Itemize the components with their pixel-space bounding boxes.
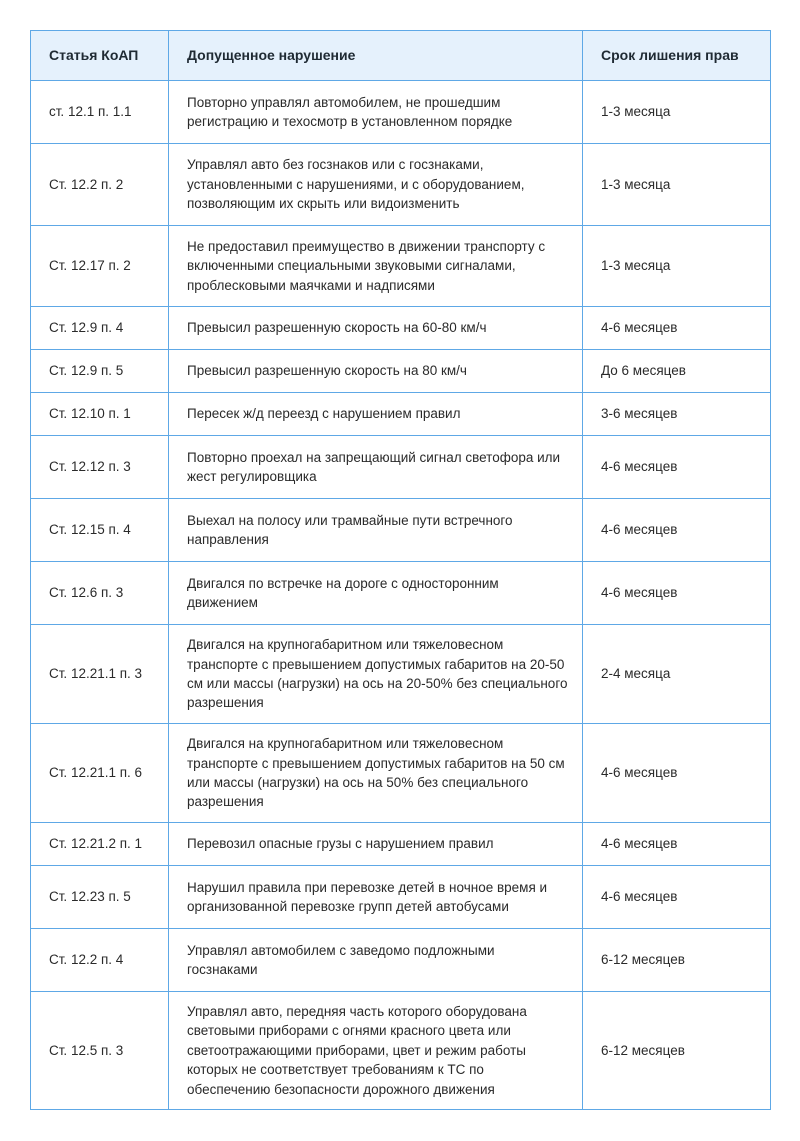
table-row [31,81,771,144]
table-row [31,499,771,562]
penalties-table [30,30,771,1110]
violation-cell: Двигался на крупногабаритном или тяжеловесном транспорте с превышением допустимых габаритов на 50 см или массы (нагрузки) на ось на 50% без специального разрешения [169,724,583,823]
violation-cell: Двигался по встречке на дороге с односторонним движением [169,562,583,625]
violation-cell: Не предоставил преимущество в движении транспорту с включенными специальными звуковыми сигналами, проблесковыми маячками и надписями [169,226,583,307]
table-row [31,144,771,226]
table-row [31,307,771,350]
term-cell: 4-6 месяцев [583,823,771,866]
violation-cell: Управлял авто, передняя часть которого оборудована световыми приборами с огнями красного цвета или светоотражающими приборами, цвет и режим работы которых не соответствует требованиям к ТС по обеспечению безопасности дорожного движения [169,992,583,1110]
table-header-row [31,31,771,81]
table-row [31,724,771,823]
term-cell: 4-6 месяцев [583,724,771,823]
article-cell: Ст. 12.23 п. 5 [31,866,169,929]
term-cell: 6-12 месяцев [583,992,771,1110]
table-row [31,866,771,929]
table-row [31,562,771,625]
violation-cell: Управлял автомобилем с заведомо подложными госзнаками [169,929,583,992]
violation-cell: Перевозил опасные грузы с нарушением правил [169,823,583,866]
table-row [31,226,771,307]
article-cell: Ст. 12.17 п. 2 [31,226,169,307]
violation-cell: Повторно управлял автомобилем, не прошедшим регистрацию и техосмотр в установленном порядке [169,81,583,144]
article-cell: Ст. 12.12 п. 3 [31,436,169,499]
article-cell: Ст. 12.21.2 п. 1 [31,823,169,866]
table-row [31,992,771,1110]
article-cell: Ст. 12.9 п. 5 [31,350,169,393]
term-cell: 2-4 месяца [583,625,771,724]
article-cell: Ст. 12.9 п. 4 [31,307,169,350]
table-row [31,625,771,724]
violation-cell: Превысил разрешенную скорость на 60-80 км/ч [169,307,583,350]
table-row [31,393,771,436]
table-row [31,436,771,499]
term-cell: 4-6 месяцев [583,307,771,350]
article-cell: Ст. 12.6 п. 3 [31,562,169,625]
article-cell: Ст. 12.2 п. 4 [31,929,169,992]
violation-cell: Управлял авто без госзнаков или с госзнаками, установленными с нарушениями, и с оборудованием, позволяющим их скрыть или видоизменить [169,144,583,226]
header-article: Статья КоАП [31,31,169,81]
table-row [31,929,771,992]
violation-cell: Двигался на крупногабаритном или тяжеловесном транспорте с превышением допустимых габаритов на 20-50 см или массы (нагрузки) на ось на 20-50% без специального разрешения [169,625,583,724]
term-cell: 4-6 месяцев [583,499,771,562]
term-cell: 4-6 месяцев [583,436,771,499]
table-row [31,350,771,393]
term-cell: 1-3 месяца [583,81,771,144]
header-violation: Допущенное нарушение [169,31,583,81]
term-cell: 4-6 месяцев [583,562,771,625]
term-cell: 1-3 месяца [583,226,771,307]
article-cell: ст. 12.1 п. 1.1 [31,81,169,144]
term-cell: 6-12 месяцев [583,929,771,992]
article-cell: Ст. 12.21.1 п. 6 [31,724,169,823]
violation-cell: Выехал на полосу или трамвайные пути встречного направления [169,499,583,562]
article-cell: Ст. 12.2 п. 2 [31,144,169,226]
term-cell: 4-6 месяцев [583,866,771,929]
article-cell: Ст. 12.5 п. 3 [31,992,169,1110]
term-cell: 1-3 месяца [583,144,771,226]
violation-cell: Повторно проехал на запрещающий сигнал светофора или жест регулировщика [169,436,583,499]
violation-cell: Пересек ж/д переезд с нарушением правил [169,393,583,436]
article-cell: Ст. 12.21.1 п. 3 [31,625,169,724]
violation-cell: Превысил разрешенную скорость на 80 км/ч [169,350,583,393]
violation-cell: Нарушил правила при перевозке детей в ночное время и организованной перевозке групп детей автобусами [169,866,583,929]
article-cell: Ст. 12.15 п. 4 [31,499,169,562]
term-cell: До 6 месяцев [583,350,771,393]
header-term: Срок лишения прав [583,31,771,81]
table-row [31,823,771,866]
article-cell: Ст. 12.10 п. 1 [31,393,169,436]
term-cell: 3-6 месяцев [583,393,771,436]
